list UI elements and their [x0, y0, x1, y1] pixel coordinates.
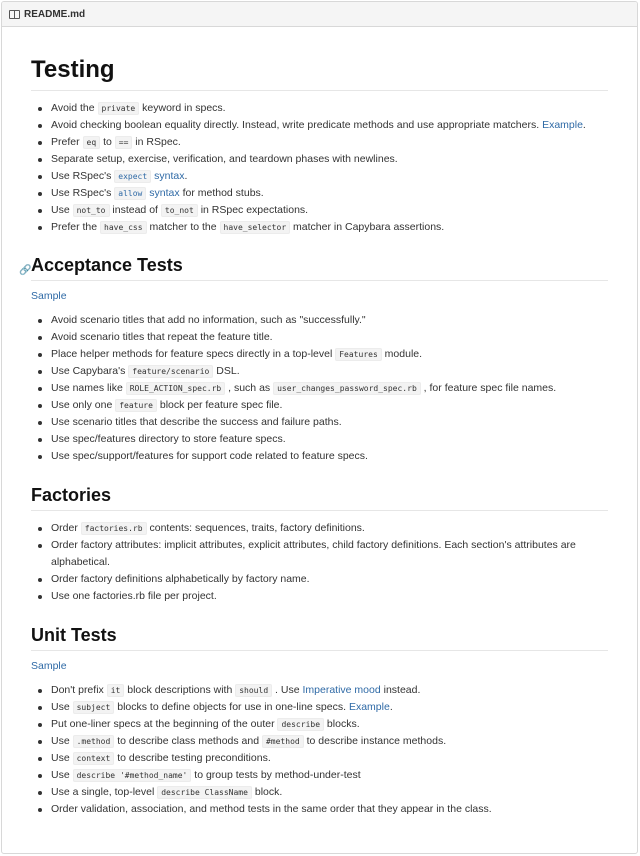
- list-item: Use spec/features directory to store feature specs.: [31, 431, 608, 448]
- list-item: Use context to describe testing preconditions.: [31, 750, 608, 767]
- inline-code: ==: [115, 136, 133, 149]
- list-item: Use only one feature block per feature spec file.: [31, 397, 608, 414]
- inline-code: to_not: [161, 204, 198, 217]
- readme-content: [2, 56, 637, 818]
- list-item: Order factory attributes: implicit attributes, explicit attributes, child factory definitions. Each section's attributes are alphabetical.: [31, 537, 608, 571]
- inline-code: ROLE_ACTION_spec.rb: [126, 382, 226, 395]
- list-item: Use one factories.rb file per project.: [31, 588, 608, 605]
- inline-code: it: [107, 684, 125, 697]
- list-item: Put one-liner specs at the beginning of the outer describe blocks.: [31, 716, 608, 733]
- example-link[interactable]: Example: [542, 119, 583, 131]
- heading-testing: Testing: [31, 56, 608, 91]
- acceptance-sample-link[interactable]: Sample: [31, 290, 67, 302]
- list-item: Avoid the private keyword in specs.: [31, 100, 608, 117]
- readme-panel: [1, 1, 638, 854]
- inline-code: feature/scenario: [128, 365, 213, 378]
- inline-code: not_to: [73, 204, 110, 217]
- list-item: Prefer eq to == in RSpec.: [31, 134, 608, 151]
- list-item: Use names like ROLE_ACTION_spec.rb , such as user_changes_password_spec.rb , for feature spec file names.: [31, 380, 608, 397]
- inline-code: private: [98, 102, 140, 115]
- factories-list: [31, 520, 608, 605]
- list-item: Use .method to describe class methods and #method to describe instance methods.: [31, 733, 608, 750]
- list-item: Avoid scenario titles that add no information, such as "successfully.": [31, 312, 608, 329]
- heading-unit-tests: Unit Tests: [31, 624, 608, 651]
- example-link[interactable]: Example: [348, 701, 390, 713]
- inline-code: factories.rb: [81, 522, 147, 535]
- file-header: [2, 2, 637, 27]
- link-anchor-icon[interactable]: 🔗: [19, 265, 32, 276]
- list-item: Order validation, association, and method tests in the same order that they appear in the class.: [31, 801, 608, 818]
- list-item: Separate setup, exercise, verification, and teardown phases with newlines.: [31, 151, 608, 168]
- list-item: Avoid scenario titles that repeat the feature title.: [31, 329, 608, 346]
- list-item: Use RSpec's allow syntax for method stubs.: [31, 185, 608, 202]
- inline-code: have_css: [100, 221, 147, 234]
- list-item: Use describe '#method_name' to group tests by method-under-test: [31, 767, 608, 784]
- list-item: Use scenario titles that describe the success and failure paths.: [31, 414, 608, 431]
- heading-acceptance-tests: 🔗 Acceptance Tests: [31, 254, 608, 281]
- inline-code: have_selector: [220, 221, 291, 234]
- inline-code: describe '#method_name': [73, 769, 192, 782]
- inline-code: feature: [115, 399, 157, 412]
- list-item: Order factories.rb contents: sequences, traits, factory definitions.: [31, 520, 608, 537]
- list-item: Use spec/support/features for support code related to feature specs.: [31, 448, 608, 465]
- list-item: Don't prefix it block descriptions with should . Use Imperative mood instead.: [31, 682, 608, 699]
- testing-list: [31, 100, 608, 236]
- list-item: Prefer the have_css matcher to the have_selector matcher in Capybara assertions.: [31, 219, 608, 236]
- inline-code: .method: [73, 735, 115, 748]
- inline-code: describe: [277, 718, 324, 731]
- inline-code: eq: [83, 136, 101, 149]
- inline-code: #method: [262, 735, 304, 748]
- inline-code: Features: [335, 348, 382, 361]
- inline-code: user_changes_password_spec.rb: [273, 382, 421, 395]
- list-item: Order factory definitions alphabetically by factory name.: [31, 571, 608, 588]
- list-item: Use subject blocks to define objects for use in one-line specs. Example.: [31, 699, 608, 716]
- list-item: Avoid checking boolean equality directly. Instead, write predicate methods and use appropriate matchers. Example.: [31, 117, 608, 134]
- acceptance-list: [31, 312, 608, 465]
- list-item: Place helper methods for feature specs directly in a top-level Features module.: [31, 346, 608, 363]
- list-item: Use Capybara's feature/scenario DSL.: [31, 363, 608, 380]
- inline-code: subject: [73, 701, 115, 714]
- heading-factories: Factories: [31, 484, 608, 511]
- allow-syntax-link[interactable]: allow syntax: [114, 187, 179, 199]
- file-name: README.md: [24, 8, 86, 20]
- unit-sample-link[interactable]: Sample: [31, 660, 67, 672]
- inline-code: describe ClassName: [157, 786, 252, 799]
- list-item: Use a single, top-level describe ClassName block.: [31, 784, 608, 801]
- inline-code: context: [73, 752, 115, 765]
- unit-list: [31, 682, 608, 818]
- expect-syntax-link[interactable]: expect syntax: [114, 170, 184, 182]
- list-item: Use RSpec's expect syntax.: [31, 168, 608, 185]
- inline-code: should: [235, 684, 272, 697]
- list-item: Use not_to instead of to_not in RSpec expectations.: [31, 202, 608, 219]
- imperative-mood-link[interactable]: Imperative mood: [302, 684, 381, 696]
- book-icon: [9, 10, 20, 19]
